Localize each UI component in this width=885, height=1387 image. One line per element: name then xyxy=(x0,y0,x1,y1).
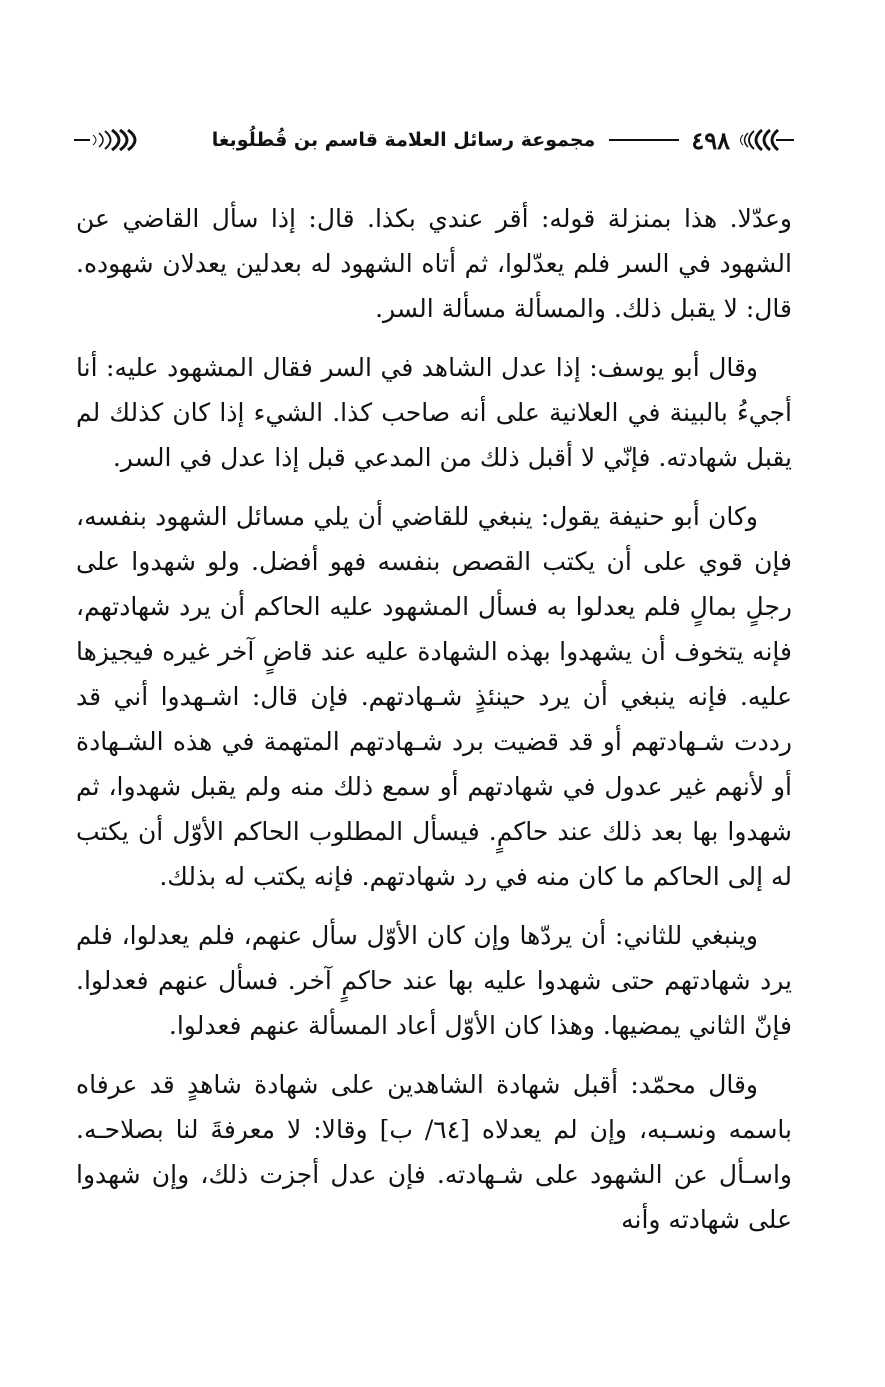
paragraph: وقال أبو يوسف: إذا عدل الشاهد في السر فقال المشهود عليه: أنا أجيءُ بالبينة في العلانية على أنه صاحب كذا. الشيء إذا كان كذلك لم يقبل شهادته. فإنّي لا أقبل ذلك من المدعي قبل إذا عدل في السر. xyxy=(76,353,792,472)
running-header xyxy=(72,120,796,160)
paragraph: وينبغي للثاني: أن يردّها وإن كان الأوّل سأل عنهم، فلم يعدلوا، فلم يرد شهادتهم حتى شهدوا عليه بها عند حاكمٍ آخر. فسأل عنهم فعدلوا. فإنّ الثاني يمضيها. وهذا كان الأوّل أعاد المسألة عنهم فعدلوا. xyxy=(76,921,792,1040)
right-ornament-icon xyxy=(736,120,796,160)
left-ornament-icon xyxy=(72,120,152,160)
paragraph: وقال محمّد: أقبل شهادة الشاهدين على شهادة شاهدٍ قد عرفاه باسمه ونسـبه، وإن لم يعدلاه [٦٤/ ب] وقالا: لا معرفةَ لنا بصلاحـه. واسـأل عن الشهود على شـهادته. فإن عدل أجزت ذلك، وإن شهدوا على شهادته وأنه xyxy=(76,1070,792,1234)
running-title: مجموعة رسائل العلامة قاسم بن قُطلُوبغا xyxy=(211,129,596,151)
header-rule-right xyxy=(609,139,679,141)
paragraph: وكان أبو حنيفة يقول: ينبغي للقاضي أن يلي مسائل الشهود بنفسه، فإن قوي على أن يكتب القصص بنفسه فهو أفضل. ولو شهدوا على رجلٍ بمالٍ فلم يعدلوا به فسأل المشهود عليه الحاكم أن يرد شهادتهم، فإنه يتخوف أن يشهدوا بهذه الشهادة عليه عند قاضٍ آخر غيره فيجيزها عليه. فإنه ينبغي أن يرد حينئذٍ شـهادتهم. فإن قال: اشـهدوا أني قد رددت شـهادتهم أو قد قضيت برد شـهادتهم المتهمة في هذه الشـهادة أو لأنهم غير عدول في شهادتهم أو سمع ذلك منه ولم يقبل شهدوا، ثم شهدوا بها بعد ذلك عند حاكمٍ. فيسأل المطلوب الحاكم الأوّل أن يكتب له إلى الحاكم ما كان منه في رد شهادتهم. فإنه يكتب له بذلك. xyxy=(76,502,793,891)
page-number: ٤٩٨ xyxy=(691,125,730,155)
body-text xyxy=(76,196,792,1256)
paragraph: وعدّلا. هذا بمنزلة قوله: أقر عندي بكذا. قال: إذا سأل القاضي عن الشهود في السر فلم يعدّلوا، ثم أتاه الشهود له بعدلين يعدلان شهوده. قال: لا يقبل ذلك. والمسألة مسألة السر. xyxy=(76,204,792,323)
